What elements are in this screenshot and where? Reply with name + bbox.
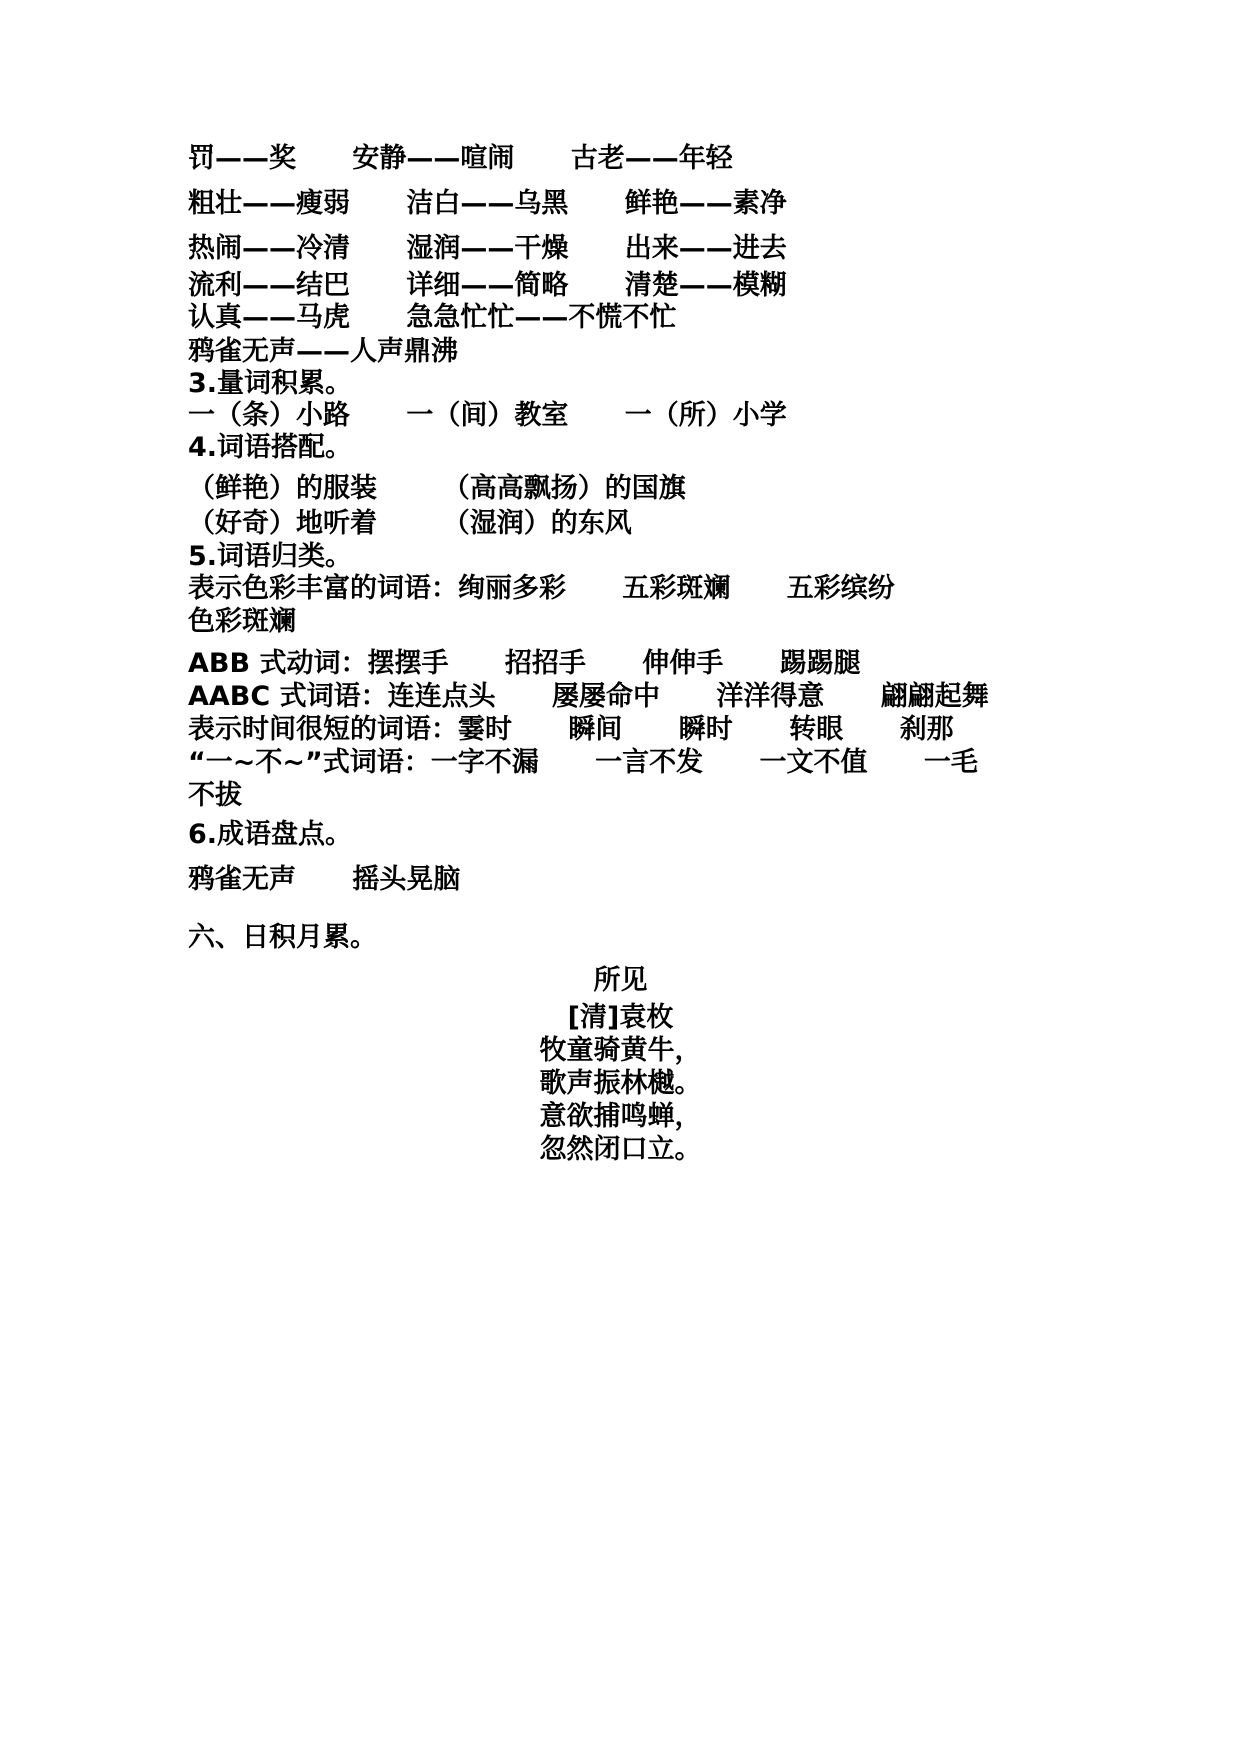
section-heading-word-matching: 4.词语搭配。	[188, 432, 353, 463]
word-matching-line-1: （鲜艳）的服装 （高高飘扬）的国旗	[188, 473, 686, 504]
abb-verbs-line: ABB 式动词：摆摆手 招招手 伸伸手 踢踢腿	[188, 648, 861, 679]
idioms-line: 鸦雀无声 摇头晃脑	[188, 864, 461, 895]
antonym-line-3: 热闹——冷清 湿润——干燥 出来——进去	[188, 233, 787, 264]
poem-verse-1: 牧童骑黄牛，	[539, 1035, 702, 1066]
antonym-line-5: 认真——马虎 急急忙忙——不慌不忙	[188, 302, 677, 333]
antonym-line-6: 鸦雀无声——人声鼎沸	[188, 336, 458, 367]
poem-author: [清]袁枚	[567, 1002, 674, 1033]
color-words-line-continued: 色彩斑斓	[188, 606, 296, 637]
section-heading-daily-accumulation: 六、日积月累。	[188, 922, 377, 953]
antonym-line-2: 粗壮——瘦弱 洁白——乌黑 鲜艳——素净	[188, 188, 787, 219]
yi-bu-words-line: “一~不~”式词语：一字不漏 一言不发 一文不值 一毛	[188, 747, 978, 778]
yi-bu-words-line-continued: 不拔	[188, 780, 242, 811]
section-heading-idioms: 6.成语盘点。	[188, 819, 353, 850]
word-matching-line-2: （好奇）地听着 （湿润）的东风	[188, 508, 632, 539]
aabc-words-line: AABC 式词语：连连点头 屡屡命中 洋洋得意 翩翩起舞	[188, 681, 989, 712]
poem-verse-4: 忽然闭口立。	[539, 1134, 702, 1165]
color-words-line: 表示色彩丰富的词语：绚丽多彩 五彩斑斓 五彩缤纷	[188, 573, 895, 604]
section-heading-measure-words: 3.量词积累。	[188, 368, 353, 399]
poem-title: 所见	[593, 965, 648, 996]
antonym-line-4: 流利——结巴 详细——简略 清楚——模糊	[188, 270, 787, 301]
short-time-words-line: 表示时间很短的词语：霎时 瞬间 瞬时 转眼 刹那	[188, 714, 954, 745]
poem-verse-3: 意欲捕鸣蝉，	[539, 1101, 702, 1132]
poem-verse-2: 歌声振林樾。	[539, 1068, 702, 1099]
antonym-line-1: 罚——奖 安静——喧闹 古老——年轻	[188, 143, 733, 174]
section-heading-word-classification: 5.词语归类。	[188, 541, 353, 572]
measure-words-line: 一（条）小路 一（间）教室 一（所）小学	[188, 400, 787, 431]
